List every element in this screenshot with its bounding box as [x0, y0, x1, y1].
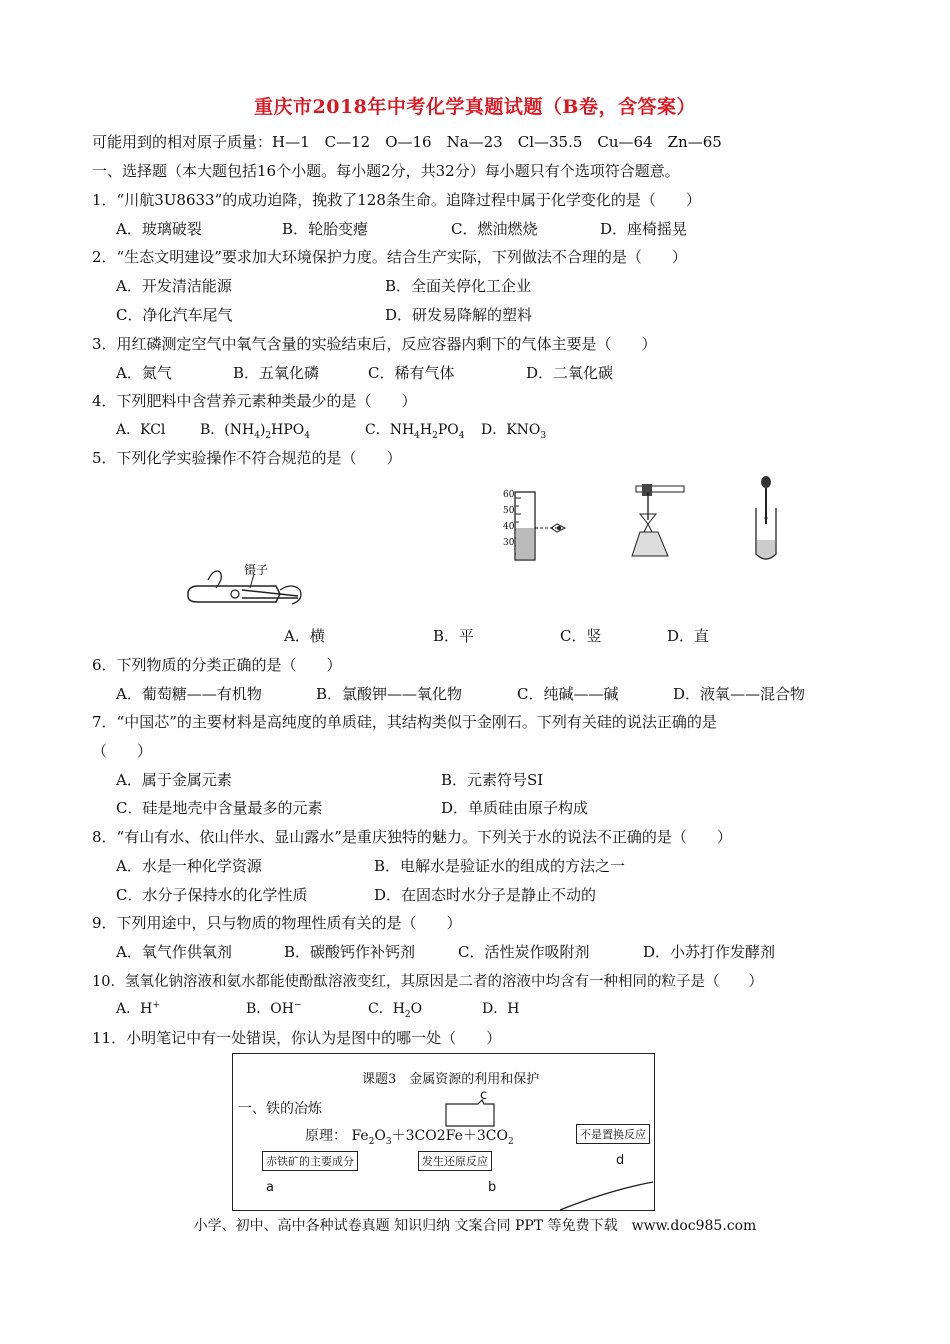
q6-option-d: D．液氧——混合物	[673, 685, 806, 703]
question-4-stem: 4．下列肥料中含营养元素种类最少的是（ ）	[92, 392, 417, 410]
q1-option-d: D．座椅摇晃	[600, 220, 688, 238]
q1-option-b: B．轮胎变瘪	[282, 220, 369, 238]
q3-option-d: D．二氧化碳	[526, 364, 614, 382]
q2-option-c: C．净化汽车尾气	[116, 306, 233, 324]
q7-option-a: A．属于金属元素	[116, 771, 232, 789]
q3-option-b: B．五氧化磷	[233, 364, 320, 382]
q5-option-d: D．直	[667, 627, 710, 645]
callout-a-box: 赤铁矿的主要成分	[262, 1151, 358, 1171]
callout-c-bubble	[440, 1098, 500, 1132]
note-equation: 原理： $Fe_2O_3+3CO2Fe+3CO_2$	[305, 1128, 514, 1147]
label-b: b	[488, 1180, 497, 1195]
q10-option-a: A．H+	[116, 1000, 160, 1017]
label-a: a	[266, 1180, 274, 1195]
label-d: d	[616, 1153, 625, 1168]
q9-option-a: A．氧气作供氧剂	[116, 943, 232, 961]
note-heading: 一、铁的冶炼	[238, 1101, 322, 1117]
question-1-stem: 1．“川航3U8633”的成功迫降，挽救了128条生命。追降过程中属于化学变化的是（ ）	[92, 191, 701, 209]
q6-option-a: A．葡萄糖——有机物	[116, 685, 262, 703]
flask-funnel-figure	[628, 480, 692, 562]
question-8-stem: 8．“有山有水、依山伴水、显山露水”是重庆独特的魅力。下列关于水的说法不正确的是（ ）	[92, 828, 732, 846]
q6-option-b: B．氯酸钾——氧化物	[316, 685, 463, 703]
q3-option-c: C．稀有气体	[368, 364, 455, 382]
callout-d-box: 不是置换反应	[576, 1124, 650, 1144]
atomic-mass-line: 可能用到的相对原子质量：H—1 C—12 O—16 Na—23 Cl—35.5 Cu—64 Zn—65	[92, 133, 722, 151]
note-title: 课题3 金属资源的利用和保护	[362, 1072, 540, 1087]
q4-option-a: A．KCl	[116, 422, 166, 438]
q8-option-d: D．在固态时水分子是静止不动的	[374, 886, 597, 904]
q5-option-b: B．平	[433, 627, 475, 645]
q10-option-b: B．OH−	[246, 1000, 302, 1017]
page-title: 重庆市2018年中考化学真题试题（B卷，含答案）	[254, 96, 696, 118]
q9-option-d: D．小苏打作发酵剂	[643, 943, 776, 961]
question-2-stem: 2．“生态文明建设”要求加大环境保护力度。结合生产实际，下列做法不合理的是（ ）	[92, 248, 687, 266]
question-11-stem: 11．小明笔记中有一处错误，你认为是图中的哪一处（ ）	[92, 1029, 502, 1047]
q2-option-a: A．开发清洁能源	[116, 277, 232, 295]
page-footer: 小学、初中、高中各种试卷真题 知识归纳 文案合同 PPT 等免费下载 www.doc985.com	[193, 1218, 757, 1234]
q7-option-d: D．单质硅由原子构成	[441, 799, 589, 817]
q10-option-d: D．H	[482, 1001, 520, 1017]
q7-option-b: B．元素符号SI	[441, 771, 544, 789]
question-7-stem: 7．“中国芯”的主要材料是高纯度的单质硅，其结构类似于金刚石。下列有关硅的说法正确的是	[92, 713, 717, 731]
question-3-stem: 3．用红磷测定空气中氧气含量的实验结束后，反应容器内剩下的气体主要是（ ）	[92, 335, 657, 353]
cylinder-tick-labels: 60 50 40 30	[503, 490, 515, 548]
q8-option-b: B．电解水是验证水的组成的方法之一	[374, 857, 626, 875]
note-page-curl	[560, 1180, 660, 1214]
q2-option-b: B．全面关停化工企业	[385, 277, 532, 295]
question-5-stem: 5．下列化学实验操作不符合规范的是（ ）	[92, 449, 402, 467]
q9-option-b: B．碳酸钙作补钙剂	[284, 943, 416, 961]
q8-option-c: C．水分子保持水的化学性质	[116, 886, 308, 904]
q4-option-c: C．$NH_4H_2PO_4$	[365, 422, 465, 441]
q1-option-a: A．玻璃破裂	[116, 220, 202, 238]
question-10-stem: 10．氢氧化钠溶液和氨水都能使酚酞溶液变红，其原因是二者的溶液中均含有一种相同的粒子是（ ）	[92, 974, 763, 990]
q5-option-a: A．横	[284, 627, 325, 645]
q7-option-c: C．硅是地壳中含量最多的元素	[116, 799, 323, 817]
q4-option-d: D．$KNO_3$	[481, 422, 547, 441]
q8-option-a: A．水是一种化学资源	[116, 857, 262, 875]
tweezers-label: 镊子	[244, 563, 269, 577]
dropper-test-tube-figure	[748, 474, 784, 564]
section-heading: 一、选择题（本大题包括16个小题。每小题2分，共32分）每小题只有个选项符合题意。	[92, 162, 680, 180]
q5-option-c: C．竖	[560, 627, 602, 645]
q1-option-c: C．燃油燃烧	[451, 220, 538, 238]
q9-option-c: C．活性炭作吸附剂	[458, 943, 590, 961]
q2-option-d: D．研发易降解的塑料	[385, 306, 533, 324]
question-6-stem: 6．下列物质的分类正确的是（ ）	[92, 656, 342, 674]
label-c: c	[480, 1088, 488, 1103]
question-7-paren: （ ）	[92, 742, 153, 760]
q4-option-b: B．$(NH_4)_2HPO_4$	[200, 422, 310, 441]
q6-option-c: C．纯碱——碱	[517, 685, 619, 703]
question-9-stem: 9．下列用途中，只与物质的物理性质有关的是（ ）	[92, 914, 462, 932]
callout-b-box: 发生还原反应	[418, 1151, 492, 1171]
q10-option-c: C．$H_2O$	[368, 1001, 423, 1020]
q3-option-a: A．氮气	[116, 364, 172, 382]
